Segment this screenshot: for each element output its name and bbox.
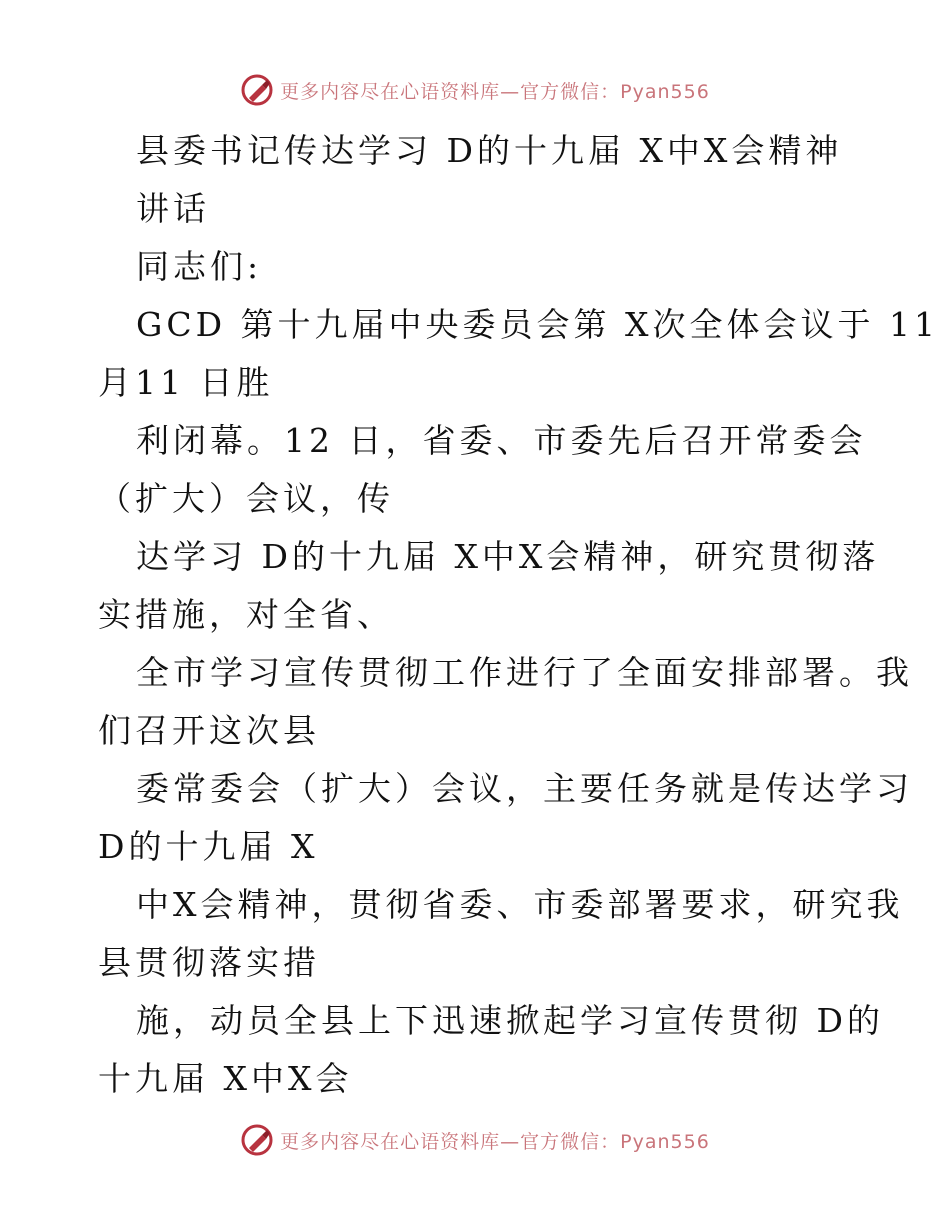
text-line: 讲话 [136,189,210,228]
text-line: 县贯彻落实措 [98,943,320,982]
text-line: 施，动员全县上下迅速掀起学习宣传贯彻 D的 [136,1001,884,1040]
document-body [98,122,940,1108]
text-line: 达学习 D的十九届 X中X会精神，研究贯彻落 [136,537,880,576]
text-line: 全市学习宣传贯彻工作进行了全面安排部署。我 [136,653,913,692]
banner-text: 更多内容尽在心语资料库—官方微信：Pyan556 [280,1130,710,1153]
text-line: 县委书记传达学习 D的十九届 X中X会精神 [136,131,843,170]
text-line: 委常委会（扩大）会议，主要任务就是传达学习 [136,769,913,808]
banner-text: 更多内容尽在心语资料库—官方微信：Pyan556 [280,80,710,103]
text-line: 利闭幕。12 日，省委、市委先后召开常委会 [136,421,867,460]
text-line: 中X会精神，贯彻省委、市委部署要求，研究我 [136,885,904,924]
text-line: GCD 第十九届中央委员会第 X次全体会议于 11 [136,305,940,344]
pen-logo-icon [240,73,274,107]
footer-banner [0,1120,950,1160]
text-line: 月11 日胜 [98,363,274,402]
text-line: D的十九届 X [98,827,319,866]
text-line: 十九届 X中X会 [98,1059,353,1098]
text-line: 们召开这次县 [98,711,320,750]
text-line: 实措施，对全省、 [98,595,394,634]
header-banner [0,70,950,110]
text-line: （扩大）会议，传 [98,479,394,518]
pen-logo-icon [240,1123,274,1157]
text-line: 同志们: [136,247,263,286]
